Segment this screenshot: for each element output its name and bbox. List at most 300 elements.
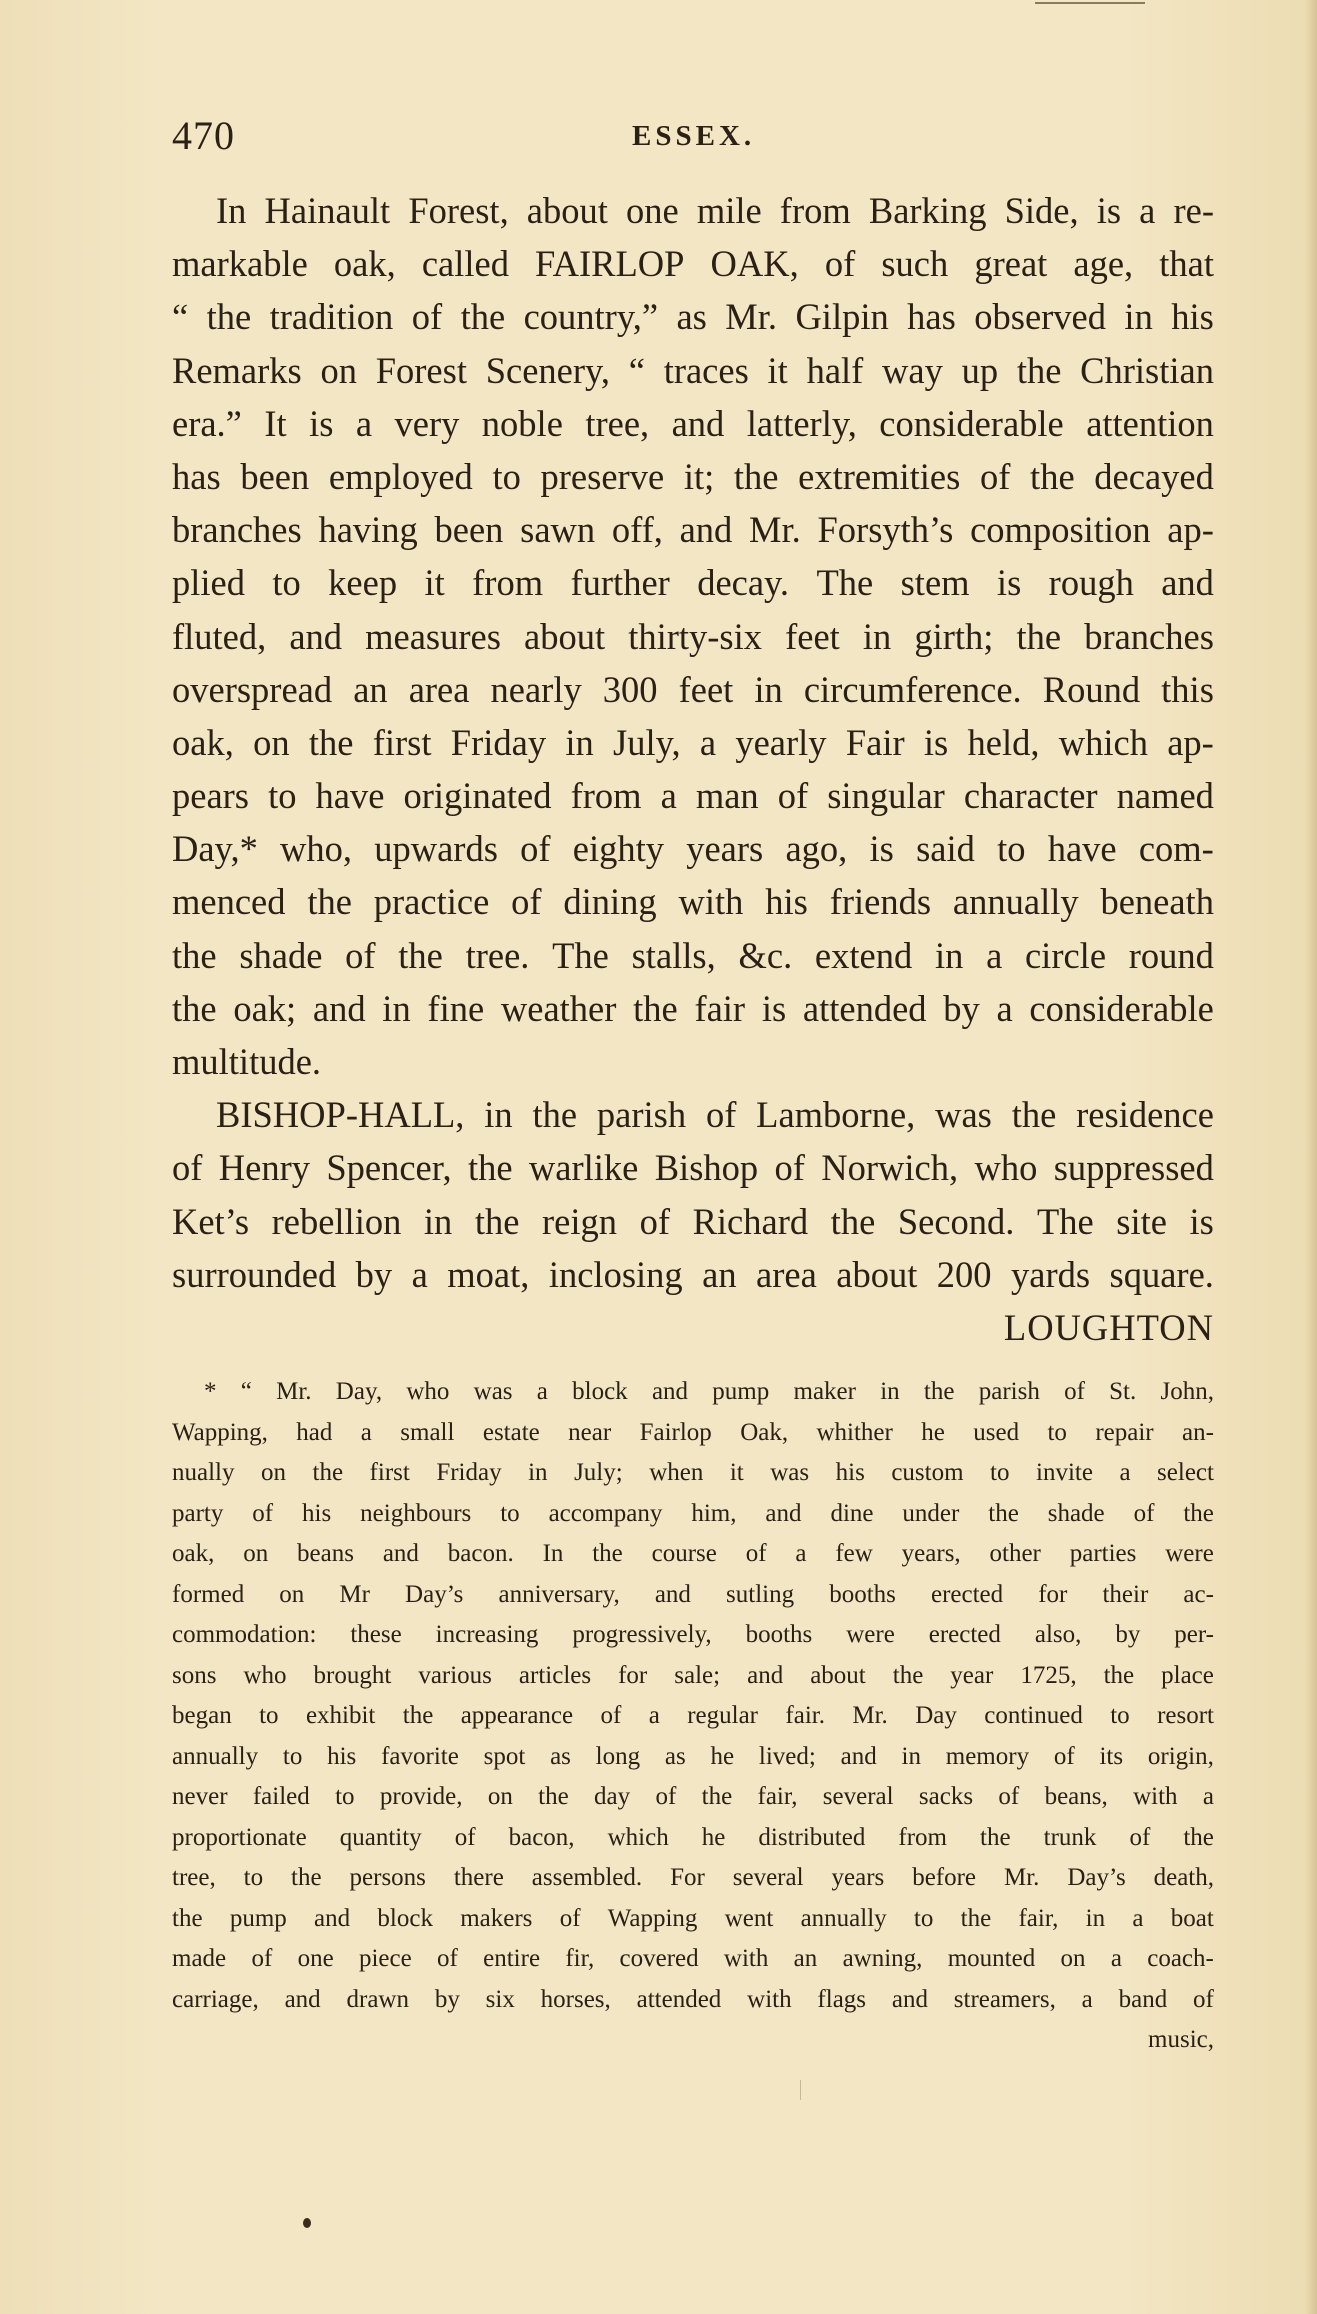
- word: is: [309, 402, 334, 444]
- word: to: [282, 1742, 303, 1770]
- word: the: [398, 934, 443, 976]
- word: in: [1124, 296, 1153, 338]
- word: from: [472, 562, 544, 604]
- word: Ket’s: [172, 1200, 250, 1242]
- word: fir,: [565, 1945, 595, 1972]
- word: parties: [1069, 1540, 1137, 1567]
- word: long: [595, 1742, 641, 1770]
- word: of: [824, 243, 856, 285]
- word: singular: [827, 775, 945, 817]
- word: the: [980, 1823, 1011, 1851]
- word: annually: [952, 881, 1079, 923]
- word: is: [996, 562, 1022, 604]
- word: “: [172, 296, 189, 338]
- footnote-line: [172, 1534, 1214, 1575]
- word: keep: [328, 562, 398, 604]
- word: extremities: [798, 455, 961, 497]
- word: the: [312, 1459, 344, 1486]
- word: the: [1103, 1661, 1135, 1689]
- word: booths: [829, 1580, 896, 1608]
- word: a: [355, 402, 373, 444]
- word: on: [261, 1459, 286, 1486]
- word: with: [747, 1985, 792, 2013]
- footnote-line: [172, 1413, 1214, 1454]
- word: Forsyth’s: [817, 509, 954, 551]
- word: in: [528, 1459, 548, 1486]
- word: several: [822, 1783, 894, 1810]
- word: “: [240, 1378, 252, 1405]
- word: six: [485, 1985, 515, 2013]
- word: a: [1110, 1945, 1122, 1972]
- word: on: [487, 1783, 513, 1810]
- word: the: [402, 1702, 434, 1729]
- word: also,: [1034, 1621, 1082, 1648]
- word: a: [536, 1378, 548, 1405]
- word: yards: [1011, 1253, 1091, 1295]
- word: few: [835, 1540, 873, 1567]
- word: Wapping,: [172, 1418, 268, 1446]
- word: Barking: [868, 190, 987, 231]
- word: made: [172, 1945, 227, 1972]
- word: formed: [172, 1580, 245, 1608]
- word: the: [1016, 349, 1062, 391]
- word: of: [1053, 1742, 1075, 1770]
- footnote-line: [172, 1818, 1214, 1859]
- word: *: [204, 1378, 217, 1405]
- word: and: [679, 509, 733, 551]
- word: and: [289, 615, 343, 657]
- word: and: [671, 402, 725, 444]
- word: the: [538, 1783, 569, 1810]
- word: pump: [712, 1378, 770, 1405]
- word: about: [810, 1661, 866, 1689]
- word: regular: [687, 1702, 759, 1729]
- word: who: [974, 1147, 1038, 1189]
- word: it: [424, 562, 445, 604]
- word: accompany: [548, 1499, 663, 1527]
- word: beans,: [1044, 1783, 1108, 1810]
- word: about: [524, 615, 606, 657]
- word: erected: [928, 1621, 1001, 1648]
- word: the: [206, 296, 252, 338]
- word: and: [765, 1499, 802, 1527]
- word: Fair: [845, 721, 905, 763]
- word: an: [702, 1253, 737, 1295]
- word: nually: [172, 1459, 235, 1486]
- word: day: [594, 1783, 631, 1810]
- word: of: [437, 1945, 458, 1972]
- word: years: [831, 1864, 885, 1891]
- word: menced: [172, 881, 286, 923]
- page-header: [172, 112, 1214, 162]
- word: annually: [800, 1904, 887, 1932]
- word: way: [882, 349, 943, 391]
- word: of: [979, 455, 1011, 497]
- word: age,: [1073, 243, 1134, 285]
- word: sawn: [520, 509, 596, 551]
- word: year: [950, 1661, 994, 1689]
- word: one: [297, 1945, 334, 1972]
- word: provide,: [379, 1783, 463, 1810]
- word: of: [520, 828, 551, 870]
- word: as: [664, 1742, 686, 1770]
- main-text-line: [172, 1195, 1214, 1248]
- word: he: [921, 1418, 945, 1446]
- word: called: [421, 243, 509, 285]
- word: the: [460, 296, 506, 338]
- word: Fairlop: [639, 1418, 712, 1446]
- word: dine: [830, 1499, 874, 1527]
- top-rule: [1035, 2, 1145, 4]
- word: him,: [691, 1499, 737, 1527]
- word: ap-: [1167, 721, 1214, 763]
- word: and: [382, 1540, 419, 1567]
- word: there: [453, 1864, 504, 1891]
- word: erected: [930, 1580, 1004, 1608]
- word: various: [418, 1661, 492, 1689]
- word: articles: [518, 1661, 592, 1689]
- word: latterly,: [746, 402, 857, 444]
- word: Hainault: [264, 190, 391, 231]
- word: in: [934, 934, 964, 976]
- word: considerable: [879, 402, 1064, 444]
- word: were: [1165, 1540, 1214, 1567]
- word: of: [1133, 1499, 1155, 1527]
- word: has: [907, 296, 956, 338]
- word: of: [559, 1904, 581, 1932]
- word: an: [353, 668, 388, 710]
- word: to: [1110, 1702, 1130, 1729]
- word: on: [1060, 1945, 1086, 1972]
- word: overspread: [172, 668, 333, 710]
- word: per-: [1174, 1621, 1214, 1648]
- word: when: [649, 1459, 704, 1486]
- footnote-line: [172, 1939, 1214, 1980]
- footnote-line: [172, 1615, 1214, 1656]
- word: on: [320, 349, 357, 391]
- word: small: [400, 1418, 455, 1446]
- word: progressively,: [572, 1621, 712, 1648]
- word: Side,: [1004, 190, 1079, 231]
- word: held,: [967, 721, 1040, 763]
- word: the: [960, 1904, 992, 1932]
- main-text-line: [172, 1141, 1214, 1194]
- word: attended: [802, 987, 927, 1029]
- word: com-: [1138, 828, 1214, 870]
- word: great: [974, 243, 1048, 285]
- main-text-line: [172, 450, 1214, 503]
- word: markable: [172, 243, 308, 285]
- word: moat,: [447, 1253, 530, 1295]
- word: a: [411, 1253, 428, 1295]
- main-text-line: [172, 716, 1214, 769]
- word: of: [172, 1147, 203, 1189]
- main-text-line: [172, 184, 1214, 237]
- word: to: [492, 455, 521, 497]
- word: Mr.: [725, 296, 778, 338]
- catchword: LOUGHTON: [1003, 1306, 1214, 1348]
- word: a: [1081, 1985, 1093, 2013]
- word: very: [394, 402, 460, 444]
- word: estate: [482, 1418, 540, 1446]
- word: residence: [1076, 1094, 1214, 1136]
- word: a: [660, 775, 677, 817]
- word: is: [1189, 1200, 1214, 1242]
- word: shade: [239, 934, 323, 976]
- word: piece: [358, 1945, 412, 1972]
- word: on: [243, 1540, 269, 1567]
- word: coach-: [1147, 1945, 1214, 1972]
- word: by: [355, 1253, 393, 1295]
- word: girth;: [914, 615, 994, 657]
- word: on: [253, 721, 290, 763]
- word: spot: [483, 1742, 526, 1770]
- word: the: [1011, 1094, 1057, 1136]
- main-text-line: [172, 663, 1214, 716]
- word: first: [369, 1459, 410, 1486]
- word: Remarks: [172, 349, 302, 391]
- word: Mr: [339, 1580, 370, 1608]
- word: such: [881, 243, 949, 285]
- word: the: [592, 1540, 623, 1567]
- word: mounted: [947, 1945, 1036, 1972]
- word: tree,: [585, 402, 650, 444]
- word: drawn: [346, 1985, 409, 2013]
- word: Day: [915, 1702, 957, 1729]
- word: the: [892, 1661, 924, 1689]
- word: failed: [252, 1783, 310, 1810]
- word: &c.: [738, 934, 793, 976]
- running-head: ESSEX.: [632, 120, 756, 152]
- word: extend: [814, 934, 913, 976]
- main-text-line: [172, 397, 1214, 450]
- word: site: [1116, 1200, 1167, 1242]
- word: trunk: [1043, 1823, 1097, 1851]
- word: feet: [785, 615, 840, 657]
- word: Second.: [897, 1200, 1015, 1242]
- word: several: [732, 1864, 804, 1891]
- word: fair,: [1018, 1904, 1059, 1932]
- word: which: [1058, 721, 1148, 763]
- word: mile: [696, 190, 762, 231]
- main-text-line: [172, 1248, 1214, 1301]
- word: 1725,: [1020, 1661, 1077, 1689]
- word: employed: [328, 455, 473, 497]
- word: with: [678, 881, 744, 923]
- word: of: [511, 881, 542, 923]
- word: have: [315, 775, 385, 817]
- word: oak,: [172, 721, 234, 763]
- footnote-line: [172, 1858, 1214, 1899]
- word: to: [268, 775, 297, 817]
- word: this: [1161, 668, 1214, 710]
- word: of: [777, 775, 809, 817]
- word: a: [1119, 1459, 1131, 1486]
- word: the: [308, 721, 354, 763]
- word: the: [474, 1200, 520, 1242]
- word: who: [406, 1378, 450, 1405]
- word: been: [240, 455, 310, 497]
- word: flags: [817, 1985, 867, 2013]
- footnote-line: [172, 1575, 1214, 1616]
- word: Round: [1042, 668, 1141, 710]
- word: band: [1118, 1985, 1168, 2013]
- word: Richard: [692, 1200, 809, 1242]
- word: observed: [974, 296, 1106, 338]
- word: rough: [1048, 562, 1134, 604]
- word: Friday: [436, 1459, 502, 1486]
- word: began: [172, 1702, 232, 1729]
- word: beans: [297, 1540, 354, 1567]
- word: ap-: [1167, 509, 1214, 551]
- word: resort: [1157, 1702, 1214, 1729]
- word: Forest,: [408, 190, 509, 231]
- footnote-line: [172, 1737, 1214, 1778]
- word: the: [1183, 1499, 1214, 1527]
- word: noble: [481, 402, 563, 444]
- main-text-line: [172, 503, 1214, 556]
- word: before: [912, 1864, 977, 1891]
- word: Mr.: [276, 1378, 312, 1405]
- word: first: [372, 721, 432, 763]
- word: a: [1202, 1783, 1214, 1810]
- word: in: [484, 1094, 513, 1136]
- word: horses,: [540, 1985, 611, 2013]
- word: to: [1047, 1418, 1067, 1446]
- main-text-line: [172, 769, 1214, 822]
- word: which: [607, 1823, 669, 1851]
- word: he: [710, 1742, 735, 1770]
- word: has: [172, 455, 221, 497]
- word: decayed: [1094, 455, 1214, 497]
- word: of: [705, 1094, 737, 1136]
- word: shade: [1047, 1499, 1105, 1527]
- word: of: [454, 1823, 476, 1851]
- word: place: [1161, 1661, 1214, 1689]
- word: of: [998, 1783, 1020, 1810]
- word: from: [779, 190, 851, 231]
- word: these: [350, 1621, 402, 1648]
- word: in: [880, 1378, 900, 1405]
- word: era.”: [172, 402, 242, 444]
- word: as: [676, 296, 707, 338]
- word: custom: [891, 1459, 964, 1486]
- word: attention: [1086, 402, 1214, 444]
- word: BISHOP-HALL,: [216, 1094, 465, 1136]
- word: man: [695, 775, 759, 817]
- word: to: [335, 1783, 355, 1810]
- word: entire: [483, 1945, 541, 1972]
- word: friends: [829, 881, 932, 923]
- main-text-line: [172, 610, 1214, 663]
- word: to: [997, 828, 1026, 870]
- footnote-line: [172, 1656, 1214, 1697]
- word: It: [264, 402, 287, 444]
- word: Day’s: [405, 1580, 464, 1608]
- word: July,: [613, 721, 681, 763]
- word: under: [902, 1499, 960, 1527]
- word: proportionate: [172, 1823, 307, 1851]
- word: sons: [172, 1661, 217, 1689]
- word: plied: [172, 562, 245, 604]
- word: about: [836, 1253, 918, 1295]
- word: circle: [1024, 934, 1107, 976]
- word: Day’s: [1067, 1864, 1126, 1891]
- word: select: [1157, 1459, 1214, 1486]
- word: tree,: [172, 1864, 216, 1891]
- footnote-line: [172, 1777, 1214, 1818]
- word: the: [830, 1200, 876, 1242]
- word: and: [654, 1580, 691, 1608]
- word: upwards: [374, 828, 498, 870]
- word: weather: [500, 987, 617, 1029]
- word: OAK,: [710, 243, 799, 285]
- word: Oak,: [740, 1418, 789, 1446]
- word: In: [216, 190, 247, 231]
- word: traces: [663, 349, 749, 391]
- word: Christian: [1080, 349, 1214, 391]
- word: St.: [1109, 1378, 1137, 1405]
- word: attended: [636, 1985, 722, 2013]
- word: to: [913, 1904, 934, 1932]
- footnote-line: [172, 1372, 1214, 1413]
- main-text-line: [172, 929, 1214, 982]
- word: of: [345, 934, 376, 976]
- word: of: [639, 1200, 670, 1242]
- word: Mr.: [1003, 1864, 1040, 1891]
- word: pears: [172, 775, 250, 817]
- word: Wapping: [607, 1904, 698, 1932]
- word: in: [1085, 1904, 1106, 1932]
- word: measures: [365, 615, 501, 657]
- word: fair: [694, 987, 746, 1029]
- word: continued: [984, 1702, 1083, 1729]
- word: the: [307, 881, 352, 923]
- word: a: [1132, 1904, 1144, 1932]
- main-text-line: [172, 982, 1214, 1035]
- word: Day,*: [172, 828, 258, 870]
- main-text-line: [172, 875, 1214, 928]
- word: a: [360, 1418, 372, 1446]
- word: the: [1016, 615, 1062, 657]
- word: by: [943, 987, 980, 1029]
- word: half: [806, 349, 864, 391]
- word: oak,: [333, 243, 396, 285]
- word: tradition: [269, 296, 394, 338]
- faint-mark: [800, 2080, 801, 2100]
- word: quantity: [339, 1823, 422, 1851]
- word: and: [840, 1742, 877, 1770]
- word: country,”: [523, 296, 659, 338]
- word: yearly: [735, 721, 827, 763]
- word: had: [296, 1418, 333, 1446]
- word: anniversary,: [498, 1580, 620, 1608]
- word: Lamborne,: [756, 1094, 916, 1136]
- footnote-line: [172, 1899, 1214, 1940]
- word: named: [1116, 775, 1214, 817]
- word: with: [1133, 1783, 1178, 1810]
- word: The: [816, 562, 874, 604]
- word: Spencer,: [326, 1147, 452, 1189]
- word: the: [733, 455, 779, 497]
- word: an: [793, 1945, 818, 1972]
- word: ac-: [1183, 1580, 1214, 1608]
- word: of: [252, 1499, 274, 1527]
- word: in: [862, 615, 892, 657]
- word: the: [291, 1864, 322, 1891]
- word: to: [259, 1702, 279, 1729]
- word: off,: [611, 509, 663, 551]
